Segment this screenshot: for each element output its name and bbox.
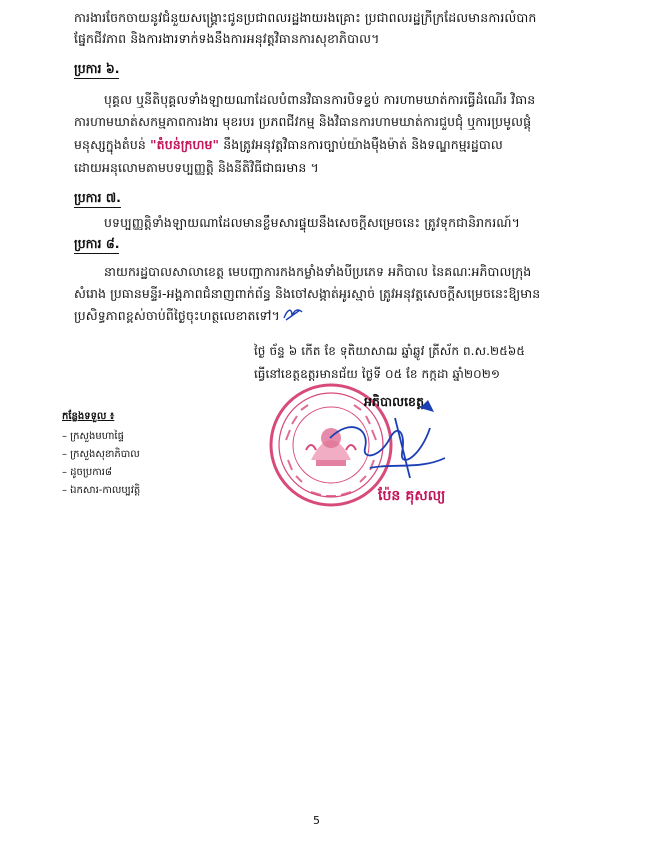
article-7-heading: ប្រការ ៧. [74, 190, 121, 208]
recipient-item: – ដូចប្រការ៨ [62, 467, 112, 478]
paragraph-2-line-2: ការហាមឃាត់សកម្មភាពការងារ មុខរបរ ប្រភពជីវកម្ម និងវិធានការហាមឃាត់ការជួបជុំ ឬការប្រមូលផ្តុំ [74, 114, 532, 129]
lunar-date-line: ថ្ងៃ ច័ន្ទ ៦ កើត ខែ ទុតិយាសាឍ ឆ្នាំឆ្លូវ ត្រីស័ក ព.ស.២៥៦៥ [254, 344, 525, 358]
paragraph-1-line-1: ការងារចែកចាយនូវជំនួយសង្គ្រោះជូនប្រជាពលរដ្ឋងាយរងគ្រោះ ប្រជាពលរដ្ឋក្រីក្រដែលមានការលំបាក [74, 10, 537, 25]
page-number: 5 [313, 814, 320, 827]
paragraph-4-line-1: នាយករដ្ឋបាលសាលាខេត្ត មេបញ្ជាការកងកម្លាំងទាំងបីប្រភេទ អភិបាល នៃគណៈអភិបាលក្រុង [104, 264, 532, 279]
paragraph-2-line-3 [74, 137, 503, 153]
issue-date-line: ធ្វើនៅខេត្តឧត្តរមានជ័យ ថ្ងៃទី ០៥ ខែ កក្កដា ឆ្នាំ២០២១ [254, 367, 501, 381]
paragraph-4-line-2: សំរោង ប្រធានមន្ទីរ-អង្គភាពជំនាញពាក់ព័ន្ធ និងចៅសង្កាត់អូរស្មាច់ ត្រូវអនុវត្តសេចក្តីសម្រេចនេះឱ្យមាន [74, 286, 541, 301]
red-zone-highlight: "តំបន់ក្រហម" [150, 137, 220, 152]
article-8-heading: ប្រការ ៨. [74, 236, 119, 254]
initial-mark-icon [282, 306, 304, 322]
signatory-title: អភិបាលខេត្ត [364, 394, 425, 409]
recipient-item: – ក្រសួងមហាផ្ទៃ [62, 431, 124, 442]
paragraph-2-line-3-end: នឹងត្រូវអនុវត្តវិធានការច្បាប់យ៉ាងម៉ឺងម៉ាត់ និងទណ្ឌកម្មរដ្ឋបាល [219, 137, 503, 152]
recipients-heading: កន្លែងទទួល ៖ [62, 411, 115, 422]
signatory-name: ប៉ែន គុសល្យ [378, 488, 446, 504]
paragraph-2-line-3-start: មនុស្សក្នុងតំបន់ [74, 137, 151, 152]
paragraph-1-line-2: ផ្នែកជីវភាព និងការងារទាក់ទងនឹងការអនុវត្តវិធានការសុខាភិបាល។ [74, 31, 380, 46]
paragraph-4-line-3: ប្រសិទ្ធភាពខ្ពស់ចាប់ពីថ្ងៃចុះហត្ថលេខាតទៅ។ [74, 308, 280, 323]
article-6-heading: ប្រការ ៦. [74, 61, 119, 79]
paragraph-2-line-4: ដោយអនុលោមតាមបទប្បញ្ញត្តិ និងនីតិវិធីជាធរមាន ។ [74, 160, 319, 175]
recipient-item: – ឯកសារ-កាលប្បវត្តិ [62, 485, 141, 496]
recipient-item: – ក្រសួងសុខាភិបាល [62, 449, 140, 460]
handwritten-signature-icon [310, 398, 460, 488]
paragraph-3-line-1: បទប្បញ្ញត្តិទាំងឡាយណាដែលមានខ្លឹមសារផ្ទុយនឹងសេចក្តីសម្រេចនេះ ត្រូវទុកជានិរាករណ៍។ [104, 215, 520, 230]
paragraph-2-line-1: បុគ្គល ឬនីតិបុគ្គលទាំងឡាយណាដែលបំពានវិធានការបិទខ្ទប់ ការហាមឃាត់ការធ្វើដំណើរ វិធាន [104, 92, 536, 107]
